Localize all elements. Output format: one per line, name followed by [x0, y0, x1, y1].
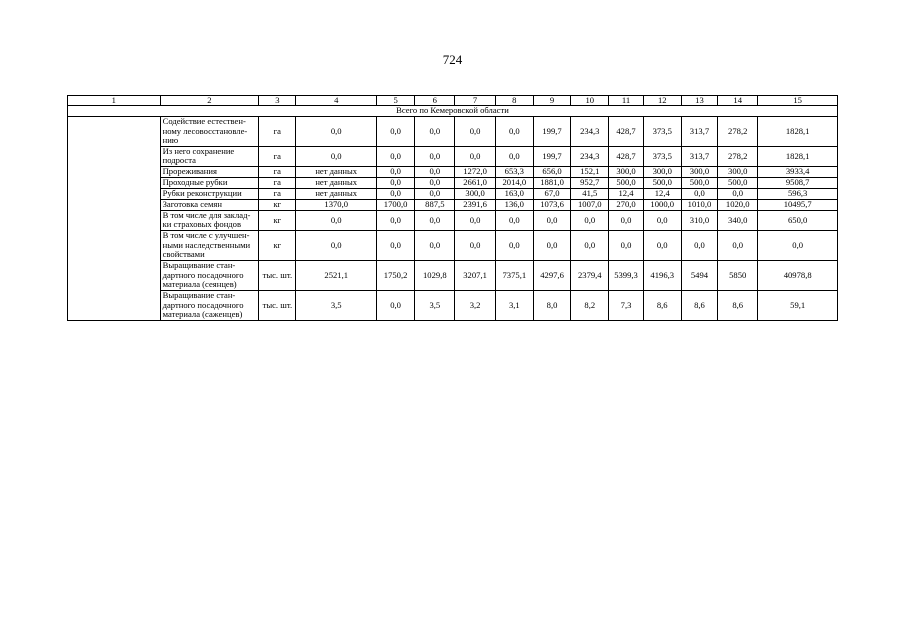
row-value: 5494	[681, 260, 717, 290]
row-name: Выращивание стан-дартного посадочного материала (сеянцев)	[160, 260, 259, 290]
row-value: 300,0	[718, 166, 758, 177]
page-number: 724	[442, 52, 463, 67]
row-value: 0,0	[495, 230, 533, 260]
row-value: 373,5	[643, 146, 681, 166]
row-value: 1029,8	[415, 260, 455, 290]
row-value: 340,0	[718, 210, 758, 230]
row-value: 163,0	[495, 188, 533, 199]
row-value: 3,5	[296, 290, 377, 320]
row-value: 1272,0	[455, 166, 495, 177]
row-value: 500,0	[643, 177, 681, 188]
row-value: 8,6	[718, 290, 758, 320]
row-value: 0,0	[415, 146, 455, 166]
row-value: нет данных	[296, 166, 377, 177]
column-number: 7	[455, 96, 495, 106]
row-name: Рубки реконструкции	[160, 188, 259, 199]
row-value: 3207,1	[455, 260, 495, 290]
row-value: 0,0	[609, 230, 643, 260]
row-value: 0,0	[495, 116, 533, 146]
row-unit: га	[259, 116, 296, 146]
row-value: 500,0	[609, 177, 643, 188]
section-row	[68, 106, 838, 116]
row-name: Содействие естествен-ному лесовосстановле-нию	[160, 116, 259, 146]
column-number: 8	[495, 96, 533, 106]
row-total: 596,3	[758, 188, 838, 199]
row-value: 0,0	[718, 188, 758, 199]
column-number: 15	[758, 96, 838, 106]
row-value: 0,0	[296, 146, 377, 166]
row-total: 3933,4	[758, 166, 838, 177]
row-value: 12,4	[609, 188, 643, 199]
row-group-cell	[68, 116, 161, 320]
row-value: 887,5	[415, 199, 455, 210]
row-value: 5850	[718, 260, 758, 290]
table-row	[68, 210, 838, 230]
table-row	[68, 116, 838, 146]
row-unit: га	[259, 188, 296, 199]
row-value: 199,7	[533, 146, 570, 166]
row-value: 8,0	[533, 290, 570, 320]
row-value: 8,6	[643, 290, 681, 320]
row-value: 300,0	[609, 166, 643, 177]
row-value: 0,0	[415, 210, 455, 230]
row-value: 278,2	[718, 116, 758, 146]
row-value: 656,0	[533, 166, 570, 177]
row-total: 9508,7	[758, 177, 838, 188]
row-value: 0,0	[495, 146, 533, 166]
row-value: 199,7	[533, 116, 570, 146]
row-unit: тыс. шт.	[259, 260, 296, 290]
row-value: 0,0	[533, 210, 570, 230]
column-number: 2	[160, 96, 259, 106]
row-value: 0,0	[296, 210, 377, 230]
row-value: 0,0	[415, 166, 455, 177]
row-value: 300,0	[455, 188, 495, 199]
row-value: 5399,3	[609, 260, 643, 290]
row-value: 0,0	[533, 230, 570, 260]
row-value: 0,0	[376, 230, 414, 260]
row-value: 300,0	[643, 166, 681, 177]
row-value: 2379,4	[571, 260, 609, 290]
row-value: 41,5	[571, 188, 609, 199]
row-value: 3,1	[495, 290, 533, 320]
row-value: 234,3	[571, 116, 609, 146]
row-value: 0,0	[455, 146, 495, 166]
row-unit: га	[259, 166, 296, 177]
row-total: 1828,1	[758, 116, 838, 146]
row-value: 300,0	[681, 166, 717, 177]
row-name: В том числе для заклад-ки страховых фондов	[160, 210, 259, 230]
row-value: 1700,0	[376, 199, 414, 210]
row-value: 270,0	[609, 199, 643, 210]
row-value: 0,0	[681, 230, 717, 260]
row-value: 1007,0	[571, 199, 609, 210]
row-value: 428,7	[609, 116, 643, 146]
row-value: 0,0	[376, 146, 414, 166]
row-value: 0,0	[376, 177, 414, 188]
row-value: 8,6	[681, 290, 717, 320]
row-value: 3,5	[415, 290, 455, 320]
table-row	[68, 230, 838, 260]
row-unit: кг	[259, 199, 296, 210]
row-value: 0,0	[415, 188, 455, 199]
row-value: 373,5	[643, 116, 681, 146]
row-unit: га	[259, 177, 296, 188]
column-number: 3	[259, 96, 296, 106]
table-row	[68, 290, 838, 320]
row-total: 650,0	[758, 210, 838, 230]
table-row	[68, 166, 838, 177]
row-value: 4196,3	[643, 260, 681, 290]
row-value: 136,0	[495, 199, 533, 210]
row-value: 234,3	[571, 146, 609, 166]
row-value: 0,0	[376, 290, 414, 320]
row-name: Выращивание стан-дартного посадочного материала (саженцев)	[160, 290, 259, 320]
column-number: 13	[681, 96, 717, 106]
row-value: 0,0	[376, 116, 414, 146]
row-name: Прореживания	[160, 166, 259, 177]
row-name: Из него сохранение подроста	[160, 146, 259, 166]
row-value: 0,0	[296, 230, 377, 260]
row-value: 0,0	[296, 116, 377, 146]
row-value: 0,0	[681, 188, 717, 199]
row-value: 2521,1	[296, 260, 377, 290]
row-value: 278,2	[718, 146, 758, 166]
column-number: 12	[643, 96, 681, 106]
row-value: 428,7	[609, 146, 643, 166]
row-name: Проходные рубки	[160, 177, 259, 188]
row-value: 0,0	[571, 210, 609, 230]
row-value: 1750,2	[376, 260, 414, 290]
row-value: 12,4	[643, 188, 681, 199]
row-total: 0,0	[758, 230, 838, 260]
row-value: 0,0	[376, 210, 414, 230]
row-value: 0,0	[609, 210, 643, 230]
row-unit: кг	[259, 210, 296, 230]
row-value: 4297,6	[533, 260, 570, 290]
column-number-row	[68, 96, 838, 106]
row-value: 1000,0	[643, 199, 681, 210]
table-row	[68, 177, 838, 188]
row-value: 1010,0	[681, 199, 717, 210]
row-value: 8,2	[571, 290, 609, 320]
row-value: 313,7	[681, 116, 717, 146]
row-value: 0,0	[415, 177, 455, 188]
row-unit: га	[259, 146, 296, 166]
row-value: 0,0	[415, 116, 455, 146]
row-total: 59,1	[758, 290, 838, 320]
row-value: 0,0	[376, 166, 414, 177]
table-row	[68, 188, 838, 199]
row-unit: кг	[259, 230, 296, 260]
column-number: 14	[718, 96, 758, 106]
row-total: 1828,1	[758, 146, 838, 166]
column-number: 10	[571, 96, 609, 106]
row-value: 0,0	[718, 230, 758, 260]
column-number: 1	[68, 96, 161, 106]
row-value: 67,0	[533, 188, 570, 199]
column-number: 9	[533, 96, 570, 106]
row-value: 0,0	[495, 210, 533, 230]
forestry-data-table	[67, 95, 838, 321]
row-value: 0,0	[455, 230, 495, 260]
row-total: 40978,8	[758, 260, 838, 290]
row-value: 3,2	[455, 290, 495, 320]
row-value: 500,0	[681, 177, 717, 188]
row-value: 0,0	[455, 116, 495, 146]
table-row	[68, 260, 838, 290]
row-value: 0,0	[571, 230, 609, 260]
row-value: 0,0	[643, 210, 681, 230]
row-value: 0,0	[455, 210, 495, 230]
column-number: 11	[609, 96, 643, 106]
row-value: 1881,0	[533, 177, 570, 188]
row-value: 310,0	[681, 210, 717, 230]
row-name: Заготовка семян	[160, 199, 259, 210]
row-value: 1020,0	[718, 199, 758, 210]
column-number: 6	[415, 96, 455, 106]
row-value: 2661,0	[455, 177, 495, 188]
row-value: 1073,6	[533, 199, 570, 210]
row-name: В том числе с улучшен-ными наследственными свойствами	[160, 230, 259, 260]
column-number: 4	[296, 96, 377, 106]
row-value: 7,3	[609, 290, 643, 320]
row-total: 10495,7	[758, 199, 838, 210]
row-value: 7375,1	[495, 260, 533, 290]
row-value: 2014,0	[495, 177, 533, 188]
row-value: нет данных	[296, 177, 377, 188]
row-value: 0,0	[415, 230, 455, 260]
section-title: Всего по Кемеровской области	[68, 106, 838, 116]
row-unit: тыс. шт.	[259, 290, 296, 320]
table-row	[68, 146, 838, 166]
row-value: 152,1	[571, 166, 609, 177]
row-value: 0,0	[643, 230, 681, 260]
table-row	[68, 199, 838, 210]
row-value: 1370,0	[296, 199, 377, 210]
row-value: нет данных	[296, 188, 377, 199]
row-value: 313,7	[681, 146, 717, 166]
row-value: 952,7	[571, 177, 609, 188]
row-value: 2391,6	[455, 199, 495, 210]
row-value: 500,0	[718, 177, 758, 188]
row-value: 653,3	[495, 166, 533, 177]
row-value: 0,0	[376, 188, 414, 199]
column-number: 5	[376, 96, 414, 106]
